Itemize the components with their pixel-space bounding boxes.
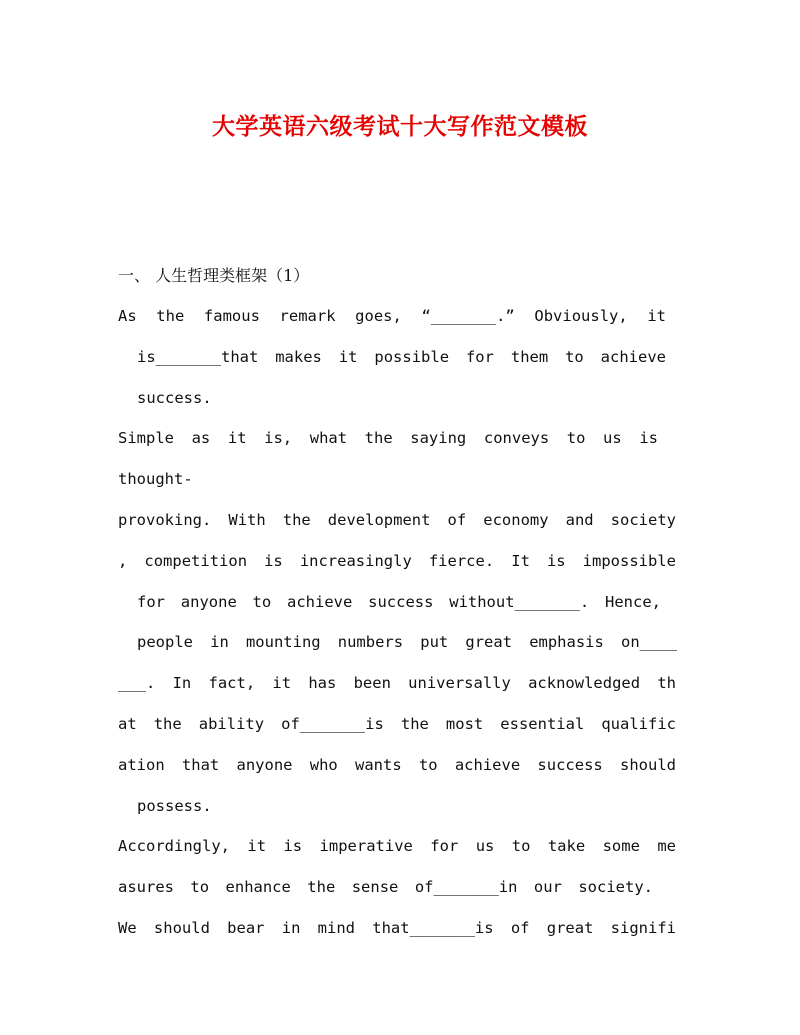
body-line: ___. In fact, it has been universally acknowledged th	[118, 674, 676, 692]
body-line: success.	[137, 389, 212, 407]
body-line: , competition is increasingly fierce. It is impossible	[118, 552, 676, 570]
body-line: asures to enhance the sense of_______in our society.	[118, 878, 653, 896]
body-line: Accordingly, it is imperative for us to take some me	[118, 837, 676, 855]
body-line: people in mounting numbers put great emphasis on____	[137, 633, 677, 651]
body-line: is_______that makes it possible for them to achieve	[137, 348, 666, 366]
body-line: Simple as it is, what the saying conveys to us is	[118, 429, 658, 447]
body-line: thought-	[118, 470, 193, 488]
body-line: at the ability of_______is the most essential qualific	[118, 715, 676, 733]
body-line: As the famous remark goes, “_______.” Obviously, it	[118, 307, 666, 325]
body-line: possess.	[137, 797, 212, 815]
body-line: ation that anyone who wants to achieve success should	[118, 756, 676, 774]
document-title: 大学英语六级考试十大写作范文模板	[212, 113, 588, 140]
body-line: We should bear in mind that_______is of great signifi	[118, 919, 676, 937]
section-heading: 一、 人生哲理类框架（1）	[118, 266, 310, 285]
body-line: provoking. With the development of economy and society	[118, 511, 676, 529]
body-line: for anyone to achieve success without_______. Hence,	[137, 593, 661, 611]
